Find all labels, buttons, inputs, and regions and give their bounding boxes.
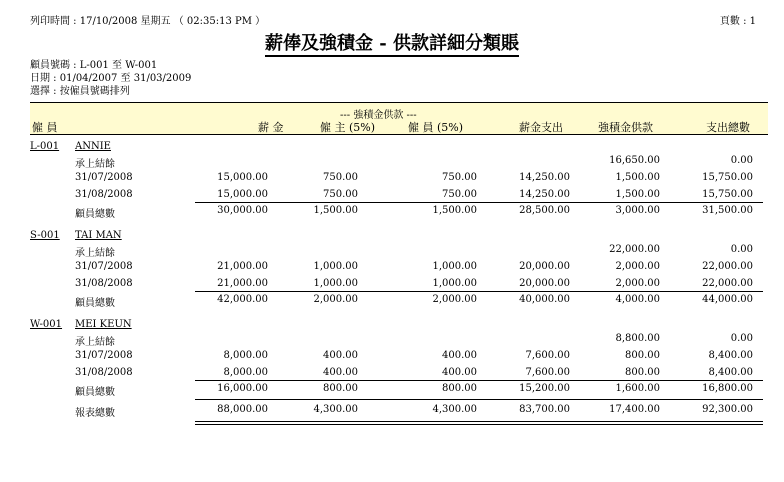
cell-total: 16,800.00 [702, 383, 753, 394]
cell-salary-paid: 7,600.00 [525, 350, 570, 361]
cell-mpf: 16,650.00 [609, 155, 660, 166]
employee-subtotal-row [30, 294, 768, 311]
cell-employee: 800.00 [442, 383, 477, 394]
filter-sort: 選擇 : 按僱員號碼排列 [30, 86, 130, 97]
col-salary-paid: 薪金支出 [519, 121, 563, 134]
subtotal-rule [195, 291, 763, 292]
col-employee: 僱 員 [32, 121, 58, 134]
grand-total-rule-double-2 [195, 424, 763, 425]
print-time: 列印時間 : 17/10/2008 星期五 （ 02:35:13 PM ） [30, 16, 266, 27]
employee-code: S-001 [30, 230, 60, 241]
ledger-row [30, 278, 768, 295]
col-salary: 薪 金 [258, 121, 284, 134]
cell-salary-paid: 14,250.00 [519, 189, 570, 200]
cell-total: 0.00 [730, 155, 753, 166]
employee-subtotal-row [30, 205, 768, 222]
cell-employee: 1,000.00 [432, 261, 477, 272]
cell-employee: 750.00 [442, 172, 477, 183]
cell-salary: 16,000.00 [217, 383, 268, 394]
cell-employer: 800.00 [323, 383, 358, 394]
cell-salary: 21,000.00 [217, 278, 268, 289]
cell-total: 15,750.00 [702, 189, 753, 200]
mpf-group-label: --- 強積金供款 --- [340, 110, 417, 121]
cell-salary: 8,000.00 [223, 350, 268, 361]
col-employer-contrib: 僱 主 (5%) [320, 121, 376, 134]
cell-mpf: 8,800.00 [615, 333, 660, 344]
cell-salary: 21,000.00 [217, 261, 268, 272]
cell-employee: 1,500.00 [432, 205, 477, 216]
col-employee-contrib: 僱 員 (5%) [408, 121, 464, 134]
cell-salary: 8,000.00 [223, 367, 268, 378]
employee-code: L-001 [30, 141, 60, 152]
employee-name: ANNIE [75, 141, 111, 152]
ledger-row [30, 189, 768, 206]
cell-salary-paid: 14,250.00 [519, 172, 570, 183]
cell-salary-paid: 40,000.00 [519, 294, 570, 305]
subtotal-rule [195, 202, 763, 203]
cell-employer: 1,500.00 [313, 205, 358, 216]
cell-salary-paid: 20,000.00 [519, 261, 570, 272]
cell-total: 92,300.00 [702, 404, 753, 415]
row-label: 顧員總數 [75, 298, 115, 309]
cell-salary: 15,000.00 [217, 189, 268, 200]
page-number: 頁數 : 1 [719, 16, 756, 27]
ledger-row [30, 155, 768, 172]
cell-total: 22,000.00 [702, 261, 753, 272]
row-label: 31/07/2008 [75, 172, 133, 183]
cell-mpf: 2,000.00 [615, 261, 660, 272]
cell-employer: 400.00 [323, 367, 358, 378]
row-label: 報表總數 [75, 408, 115, 419]
cell-mpf: 17,400.00 [609, 404, 660, 415]
row-label: 顧員總數 [75, 209, 115, 220]
cell-employee: 4,300.00 [432, 404, 477, 415]
grand-total-rule-double-1 [195, 421, 763, 422]
ledger-row [30, 350, 768, 367]
row-label: 承上結餘 [75, 248, 115, 259]
ledger-row [30, 367, 768, 384]
row-label: 31/07/2008 [75, 350, 133, 361]
cell-salary-paid: 28,500.00 [519, 205, 570, 216]
row-label: 承上結餘 [75, 337, 115, 348]
row-label: 31/08/2008 [75, 278, 133, 289]
cell-salary: 88,000.00 [217, 404, 268, 415]
subtotal-rule [195, 380, 763, 381]
cell-employee: 2,000.00 [432, 294, 477, 305]
col-total-paid: 支出總數 [706, 121, 750, 134]
cell-salary: 30,000.00 [217, 205, 268, 216]
cell-mpf: 800.00 [625, 367, 660, 378]
cell-total: 0.00 [730, 333, 753, 344]
cell-total: 8,400.00 [708, 350, 753, 361]
cell-mpf: 1,500.00 [615, 172, 660, 183]
employee-name: MEI KEUN [75, 319, 132, 330]
employee-name: TAI MAN [75, 230, 122, 241]
ledger-row [30, 261, 768, 278]
cell-mpf: 2,000.00 [615, 278, 660, 289]
cell-mpf: 3,000.00 [615, 205, 660, 216]
cell-mpf: 1,600.00 [615, 383, 660, 394]
cell-total: 0.00 [730, 244, 753, 255]
cell-total: 44,000.00 [702, 294, 753, 305]
cell-total: 31,500.00 [702, 205, 753, 216]
cell-total: 15,750.00 [702, 172, 753, 183]
cell-employer: 4,300.00 [313, 404, 358, 415]
column-header-band [30, 102, 768, 135]
cell-employer: 2,000.00 [313, 294, 358, 305]
cell-employee: 1,000.00 [432, 278, 477, 289]
cell-employer: 750.00 [323, 189, 358, 200]
cell-employer: 750.00 [323, 172, 358, 183]
cell-total: 22,000.00 [702, 278, 753, 289]
cell-total: 8,400.00 [708, 367, 753, 378]
row-label: 承上結餘 [75, 159, 115, 170]
cell-salary: 15,000.00 [217, 172, 268, 183]
cell-employer: 400.00 [323, 350, 358, 361]
grand-total-rule-top [195, 399, 763, 400]
cell-employee: 750.00 [442, 189, 477, 200]
row-label: 顧員總數 [75, 387, 115, 398]
cell-salary-paid: 15,200.00 [519, 383, 570, 394]
grand-total-row [30, 404, 768, 421]
employee-code: W-001 [30, 319, 63, 330]
cell-salary-paid: 83,700.00 [519, 404, 570, 415]
row-label: 31/08/2008 [75, 367, 133, 378]
row-label: 31/08/2008 [75, 189, 133, 200]
cell-salary-paid: 20,000.00 [519, 278, 570, 289]
cell-mpf: 22,000.00 [609, 244, 660, 255]
employee-subtotal-row [30, 383, 768, 400]
cell-salary: 42,000.00 [217, 294, 268, 305]
ledger-row [30, 333, 768, 350]
ledger-row [30, 244, 768, 261]
col-mpf-contrib: 強積金供款 [598, 121, 653, 134]
cell-salary-paid: 7,600.00 [525, 367, 570, 378]
ledger-row [30, 172, 768, 189]
cell-mpf: 800.00 [625, 350, 660, 361]
cell-employer: 1,000.00 [313, 261, 358, 272]
cell-employee: 400.00 [442, 350, 477, 361]
report-title [0, 29, 784, 55]
cell-employer: 1,000.00 [313, 278, 358, 289]
row-label: 31/07/2008 [75, 261, 133, 272]
cell-mpf: 1,500.00 [615, 189, 660, 200]
cell-employee: 400.00 [442, 367, 477, 378]
filter-employee-range: 顧員號碼 : L-001 至 W-001 [30, 60, 158, 71]
cell-mpf: 4,000.00 [615, 294, 660, 305]
report-title-text: 薪俸及強積金 - 供款詳細分類賬 [265, 33, 519, 57]
filter-date-range: 日期 : 01/04/2007 至 31/03/2009 [30, 73, 192, 84]
